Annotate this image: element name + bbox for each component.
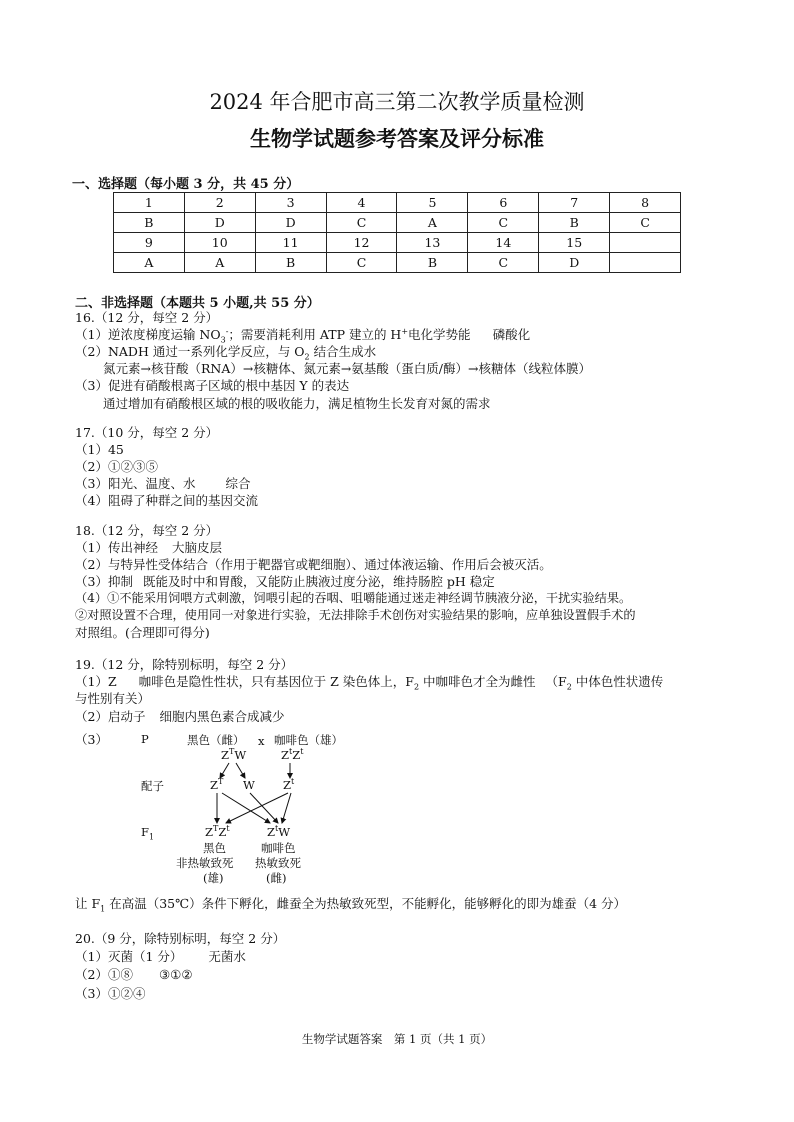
offspring-male-genotype: $Z^TZ^t$ (205, 824, 230, 839)
arrow-zt-to-female-offspring (222, 793, 270, 823)
q16-heading: 16.（12 分，每空 2 分） (75, 310, 219, 325)
gamete-zt-male: $Z^t$ (283, 777, 295, 792)
answer-table-cell: A (397, 213, 468, 233)
q17-heading: 17.（10 分，每空 2 分） (75, 425, 219, 440)
q20-answer-3: （3）①②④ (75, 986, 146, 1001)
q16-answer-3: （3）促进有硝酸根离子区域的根中基因 Y 的表达 (75, 378, 350, 393)
document-title: 2024 年合肥市高三第二次教学质量检测 (209, 90, 585, 114)
arrow-male-zt-to-male-offspring (226, 793, 288, 823)
arrow-male-zt-to-female-offspring (282, 793, 291, 823)
gamete-zt-female: $Z^T$ (210, 777, 224, 792)
cross-symbol: x (258, 734, 265, 748)
q16-answer-3b: 通过增加有硝酸根区域的根的吸收能力，满足植物生长发育对氮的需求 (103, 396, 491, 411)
parent-female-genotype: $Z^TW$ (221, 747, 247, 762)
offspring-female-color: 咖啡色 (261, 841, 296, 855)
q18-answer-3: （3）抑制 既能及时中和胃酸，又能防止胰液过度分泌，维持肠腔 pH 稳定 (75, 574, 495, 589)
gamete-label: 配子 (141, 779, 164, 793)
answer-table-cell: A (184, 253, 255, 273)
answer-table-cell: 7 (539, 193, 610, 213)
offspring-male-trait: 非热敏致死 (176, 856, 234, 870)
q19-heading: 19.（12 分，除特别标明，每空 2 分） (75, 657, 294, 672)
answer-table-cell: D (255, 213, 326, 233)
answer-table-cell: A (114, 253, 185, 273)
q17-answer-3: （3）阳光、温度、水 综合 (75, 476, 251, 491)
section-heading-choice: 一、选择题（每小题 3 分，共 45 分） (72, 177, 300, 192)
answer-table-cell: 12 (326, 233, 397, 253)
q18-answer-4b: ②对照设置不合理，使用同一对象进行实验，无法排除手术创伤对实验结果的影响，应单独设置假手术的 (75, 608, 636, 622)
q18-answer-4: （4）①不能采用饲喂方式刺激，饲喂引起的吞咽、咀嚼能通过迷走神经调节胰液分泌，干扰实验结果。 (75, 591, 632, 605)
arrow-w-to-female-offspring (250, 793, 278, 823)
answer-table-cell: 5 (397, 193, 468, 213)
q16-answer-1: （1）逆浓度梯度运输 $NO_3^-$；需要消耗利用 ATP 建立的 H+电化学势能 磷酸化 (75, 326, 531, 345)
q18-answer-1: （1）传出神经 大脑皮层 (75, 540, 222, 555)
answer-table-cell: D (539, 253, 610, 273)
q17-answer-1: （1）45 (75, 442, 124, 457)
arrow-female-to-zt (220, 763, 229, 778)
answer-table-cell: 6 (468, 193, 539, 213)
q20-heading: 20.（9 分，除特别标明，每空 2 分） (75, 931, 286, 946)
answer-table-cell: 2 (184, 193, 255, 213)
answer-table-cell: C (468, 213, 539, 233)
q20-answer-2: （2）①⑧ ③①② (75, 967, 193, 982)
q18-heading: 18.（12 分，每空 2 分） (75, 523, 219, 538)
offspring-female-trait: 热敏致死 (255, 856, 301, 870)
parent-male-genotype: $Z^tZ^t$ (281, 747, 304, 762)
offspring-female-genotype: $Z^tW$ (267, 824, 291, 839)
offspring-male-color: 黑色 (203, 841, 226, 855)
answer-table-cell: C (326, 213, 397, 233)
answer-table-cell: 14 (468, 233, 539, 253)
answer-table-cell: 8 (610, 193, 681, 213)
q18-answer-4c: 对照组。(合理即可得分) (75, 625, 210, 640)
answer-table-cell: 15 (539, 233, 610, 253)
answer-table-cell: C (326, 253, 397, 273)
gamete-w: W (243, 778, 255, 792)
q17-answer-4: （4）阻碍了种群之间的基因交流 (75, 493, 258, 508)
q19-answer-3: （3） (75, 732, 108, 747)
answer-table-cell: 11 (255, 233, 326, 253)
answer-table-cell: C (468, 253, 539, 273)
answer-table-cell: C (610, 213, 681, 233)
answer-table-cell: 9 (114, 233, 185, 253)
section-heading-nonchoice: 二、非选择题（本题共 5 小题,共 55 分） (75, 296, 320, 311)
answer-table-cell: 3 (255, 193, 326, 213)
parent-male: 咖啡色（雄） (274, 733, 343, 747)
answer-table-cell: 1 (114, 193, 185, 213)
q17-answer-2: （2）①②③⑤ (75, 459, 158, 474)
parent-female: 黑色（雌） (187, 733, 245, 747)
answer-table-cell: B (397, 253, 468, 273)
answer-table-cell: 13 (397, 233, 468, 253)
p-label: P (141, 732, 149, 746)
answer-table-cell: 4 (326, 193, 397, 213)
q20-answer-1: （1）灭菌（1 分） 无菌水 (75, 949, 246, 964)
page-footer: 生物学试题答案 第 1 页（共 1 页） (301, 1032, 493, 1046)
document-subtitle: 生物学试题参考答案及评分标准 (250, 126, 544, 151)
q16-answer-2b: 氮元素→核苷酸（RNA）→核糖体、氮元素→氨基酸（蛋白质/酶）→核糖体（线粒体膜） (103, 361, 591, 376)
q19-answer-1b: 与性别有关） (75, 691, 151, 706)
q19-answer-1: （1）Z 咖啡色是隐性性状，只有基因位于 Z 染色体上，$F_2$ 中咖啡色才全为雌性 （$F_2$ 中体色性状遗传 (75, 674, 664, 692)
q16-answer-2: （2）NADH 通过一系列化学反应，与 $O_2$ 结合生成水 (75, 344, 377, 362)
answer-table-cell: B (114, 213, 185, 233)
answer-table-cell: B (255, 253, 326, 273)
q18-answer-2: （2）与特异性受体结合（作用于靶器官或靶细胞）、通过体液运输、作用后会被灭活。 (75, 557, 552, 572)
q19-answer-3-text: 让 $F_1$ 在高温（35℃）条件下孵化，雌蚕全为热敏致死型，不能孵化，能够孵化的即为雄蚕（4 分） (75, 896, 627, 914)
answer-table-cell: B (539, 213, 610, 233)
arrow-female-to-w (236, 763, 245, 778)
answer-table-cell: D (184, 213, 255, 233)
answer-table-cell: 10 (184, 233, 255, 253)
offspring-female-sex: (雌) (266, 871, 287, 885)
offspring-male-sex: (雄) (203, 871, 224, 885)
q19-answer-2: （2）启动子 细胞内黑色素合成减少 (75, 709, 285, 724)
f1-label: $F_1$ (141, 825, 155, 842)
